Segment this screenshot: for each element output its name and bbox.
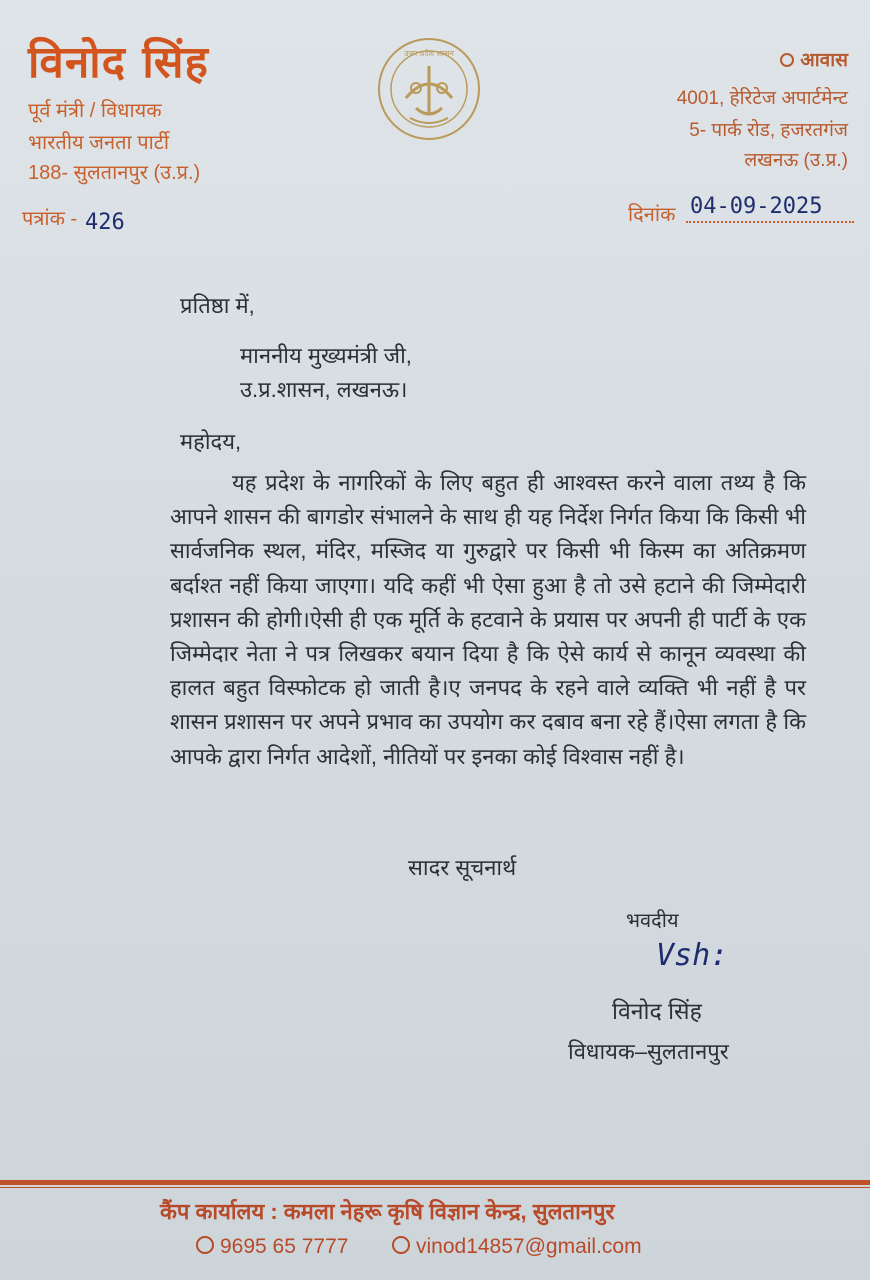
date-dotted-line xyxy=(686,221,854,223)
signatory-name: विनोद सिंह xyxy=(612,998,702,1024)
date-label: दिनांक xyxy=(628,204,676,226)
reference-label: पत्रांक - xyxy=(22,208,78,230)
footer-rule-thin xyxy=(0,1187,870,1188)
footer-phone-row xyxy=(196,1235,348,1259)
location-pin-icon xyxy=(780,53,794,67)
residence-line2: 5- पार्क रोड, हजरतगंज xyxy=(689,120,848,141)
footer-email-row xyxy=(392,1235,642,1259)
email-icon xyxy=(392,1236,410,1254)
state-emblem-seal xyxy=(376,36,482,142)
letterhead-constituency: 188- सुलतानपुर (उ.प्र.) xyxy=(28,162,201,184)
footer-rule xyxy=(0,1180,870,1185)
residence-line1: 4001, हेरिटेज अपार्टमेन्ट xyxy=(676,88,848,109)
camp-office-address: कैंप कार्यालय : कमला नेहरू कृषि विज्ञान केन्द्र, सुलतानपुर xyxy=(160,1199,615,1224)
greeting: महोदय, xyxy=(180,429,242,454)
seal-text: उत्तर प्रदेश शासन xyxy=(404,49,454,58)
reference-number: 426 xyxy=(85,210,125,235)
addressee-line1: माननीय मुख्यमंत्री जी, xyxy=(240,343,412,368)
footer-phone: 9695 65 7777 xyxy=(220,1235,349,1258)
letterhead-name: विनोद सिंह xyxy=(28,37,209,88)
closing-note: सादर सूचनार्थ xyxy=(408,855,517,880)
letter-body: यह प्रदेश के नागरिकों के लिए बहुत ही आश्वस्त करने वाला तथ्य है कि आपने शासन की बागडोर संभालने के साथ ही यह निर्देश निर्गत किया कि किसी भी सार्वजनिक स्थल, मंदिर, मस्जिद या गुरुद्वारे पर किसी भी किस्म का अतिक्रमण बर्दाश्त नहीं किया जाएगा। यदि कहीं भी ऐसा हुआ है तो उसे हटाने की जिम्मेदारी प्रशासन की होगी।ऐसी ही एक मूर्ति के हटवाने के प्रयास पर अपनी ही पार्टी के एक जिम्मेदार नेता ने पत्र लिखकर बयान दिया है कि ऐसे कार्य से कानून व्यवस्था की हालत बहुत विस्फोटक हो जाती है।ए जनपद के रहने वाले व्यक्ति भी नहीं है पर शासन प्रशासन पर अपने प्रभाव का उपयोग कर दबाव बना रहे हैं।ऐसा लगता है कि आपके द्वारा निर्गत आदेशों, नीतियों पर इनका कोई विश्वास नहीं है। xyxy=(170,470,806,769)
addressee-to: प्रतिष्ठा में, xyxy=(180,293,255,318)
letterhead-party: भारतीय जनता पार्टी xyxy=(28,132,170,154)
letterhead-designation: पूर्व मंत्री / विधायक xyxy=(28,100,162,122)
residence-line3: लखनऊ (उ.प्र.) xyxy=(744,150,848,171)
residence-label-row xyxy=(780,46,848,72)
date-value: 04-09-2025 xyxy=(690,194,823,219)
residence-label: आवास xyxy=(800,50,848,71)
signature: Vsh: xyxy=(656,938,729,973)
footer-email: vinod14857@gmail.com xyxy=(416,1235,642,1258)
phone-icon xyxy=(196,1236,214,1254)
signatory-title: विधायक–सुलतानपुर xyxy=(568,1039,729,1064)
addressee-line2: उ.प्र.शासन, लखनऊ। xyxy=(240,377,408,402)
valediction: भवदीय xyxy=(626,910,679,932)
